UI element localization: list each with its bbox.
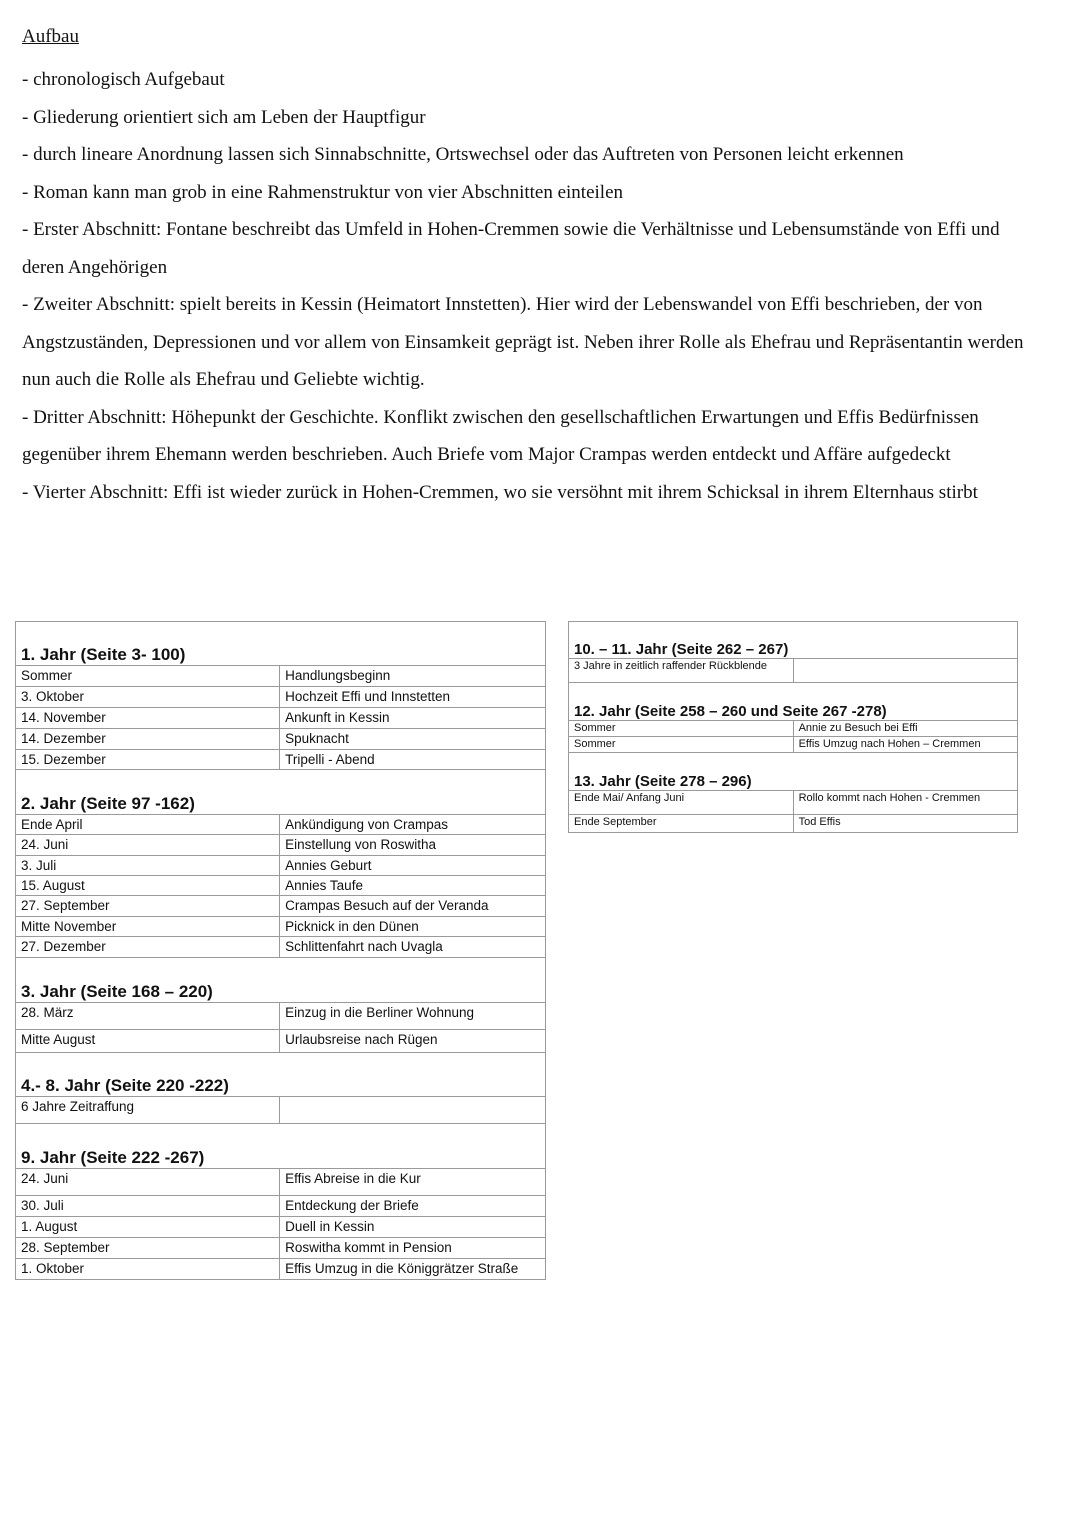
- intro-line: - chronologisch Aufgebaut: [22, 69, 225, 90]
- intro-line: - Erster Abschnitt: Fontane beschreibt das Umfeld in Hohen-Cremmen sowie die Verhältnisse und Lebensumstände von Effi und deren Angehörigen: [22, 219, 1000, 278]
- event-cell: Einstellung von Roswitha: [280, 835, 546, 856]
- date-cell: 24. Juni: [16, 835, 280, 856]
- date-cell: 24. Juni: [16, 1169, 280, 1196]
- date-cell: 28. März: [16, 1003, 280, 1030]
- year-header: 13. Jahr (Seite 278 – 296): [569, 753, 1018, 791]
- event-cell: Entdeckung der Briefe: [280, 1196, 546, 1217]
- timeline-table-left: [15, 621, 546, 1280]
- intro-line: - Roman kann man grob in eine Rahmenstruktur von vier Abschnitten einteilen: [22, 181, 624, 203]
- intro-line: - Dritter Abschnitt: Höhepunkt der Geschichte. Konflikt zwischen den gesellschaftlichen Erwartungen und Effis Bedürfnissen gegenüber ihrem Ehemann werden beschrieben. Auch Briefe vom Major Crampas werden entdeckt und Affäre aufgedeckt: [22, 406, 979, 465]
- year-header: 4.- 8. Jahr (Seite 220 -222): [16, 1053, 546, 1097]
- event-cell: Effis Abreise in die Kur: [280, 1169, 546, 1196]
- date-cell: 28. September: [16, 1238, 280, 1259]
- event-cell: Handlungsbeginn: [280, 666, 546, 687]
- event-cell: Einzug in die Berliner Wohnung: [280, 1003, 546, 1030]
- intro-line: - Vierter Abschnitt: Effi ist wieder zurück in Hohen-Cremmen, wo sie versöhnt mit ihrem Schicksal in ihrem Elternhaus stirbt: [22, 481, 978, 503]
- date-cell: Sommer: [16, 666, 280, 687]
- event-cell: Roswitha kommt in Pension: [280, 1238, 546, 1259]
- intro-text: [22, 61, 1042, 511]
- year-header: 2. Jahr (Seite 97 -162): [16, 770, 546, 815]
- intro-line: - Zweiter Abschnitt: spielt bereits in Kessin (Heimatort Innstetten). Hier wird der Lebenswandel von Effi beschrieben, der von Angstzuständen, Depressionen und vor allem von Einsamkeit geprägt ist. Neben ihrer Rolle als Ehefrau und Repräsentantin werden nun auch die Rolle als Ehefrau und Geliebte wichtig.: [22, 294, 1024, 390]
- date-cell: 15. August: [16, 876, 280, 896]
- event-cell: Urlaubsreise nach Rügen: [280, 1030, 546, 1053]
- date-cell: 27. Dezember: [16, 937, 280, 958]
- date-cell: 14. Dezember: [16, 729, 280, 750]
- date-cell: Mitte November: [16, 917, 280, 937]
- intro-line: - durch lineare Anordnung lassen sich Sinnabschnitte, Ortswechsel oder das Auftreten von Personen leicht erkennen: [22, 144, 904, 165]
- event-cell: Rollo kommt nach Hohen - Cremmen: [793, 791, 1017, 815]
- event-cell: Annie zu Besuch bei Effi: [793, 721, 1017, 737]
- event-cell: Ankündigung von Crampas: [280, 815, 546, 835]
- page-heading-text: Aufbau: [22, 26, 79, 47]
- event-cell: [793, 659, 1017, 683]
- event-cell: Ankunft in Kessin: [280, 708, 546, 729]
- event-cell: Crampas Besuch auf der Veranda: [280, 896, 546, 917]
- date-cell: Sommer: [569, 721, 794, 737]
- year-header: 12. Jahr (Seite 258 – 260 und Seite 267 -278): [569, 683, 1018, 721]
- page-heading: [18, 26, 83, 49]
- event-cell: [280, 1097, 546, 1124]
- date-cell: 30. Juli: [16, 1196, 280, 1217]
- intro-line: - Gliederung orientiert sich am Leben der Hauptfigur: [22, 106, 426, 128]
- year-header: 3. Jahr (Seite 168 – 220): [16, 958, 546, 1003]
- date-cell: Mitte August: [16, 1030, 280, 1053]
- event-cell: Annies Taufe: [280, 876, 546, 896]
- year-header: 9. Jahr (Seite 222 -267): [16, 1124, 546, 1169]
- date-cell: 14. November: [16, 708, 280, 729]
- event-cell: Effis Umzug nach Hohen – Cremmen: [793, 737, 1017, 753]
- event-cell: Schlittenfahrt nach Uvagla: [280, 937, 546, 958]
- event-cell: Effis Umzug in die Königgrätzer Straße: [280, 1259, 546, 1280]
- timeline-table-right: [568, 621, 1018, 833]
- date-cell: 1. August: [16, 1217, 280, 1238]
- event-cell: Tod Effis: [793, 815, 1017, 833]
- date-cell: Ende Mai/ Anfang Juni: [569, 791, 794, 815]
- event-cell: Hochzeit Effi und Innstetten: [280, 687, 546, 708]
- event-cell: Tripelli - Abend: [280, 750, 546, 770]
- date-cell: Ende April: [16, 815, 280, 835]
- event-cell: Duell in Kessin: [280, 1217, 546, 1238]
- event-cell: Annies Geburt: [280, 856, 546, 876]
- date-cell: 3. Juli: [16, 856, 280, 876]
- date-cell: 3. Oktober: [16, 687, 280, 708]
- event-cell: Picknick in den Dünen: [280, 917, 546, 937]
- date-cell: 1. Oktober: [16, 1259, 280, 1280]
- year-header: 1. Jahr (Seite 3- 100): [16, 622, 546, 666]
- date-cell: Ende September: [569, 815, 794, 833]
- date-cell: 3 Jahre in zeitlich raffender Rückblende: [569, 659, 794, 683]
- date-cell: 15. Dezember: [16, 750, 280, 770]
- date-cell: Sommer: [569, 737, 794, 753]
- event-cell: Spuknacht: [280, 729, 546, 750]
- year-header: 10. – 11. Jahr (Seite 262 – 267): [569, 622, 1018, 659]
- date-cell: 6 Jahre Zeitraffung: [16, 1097, 280, 1124]
- date-cell: 27. September: [16, 896, 280, 917]
